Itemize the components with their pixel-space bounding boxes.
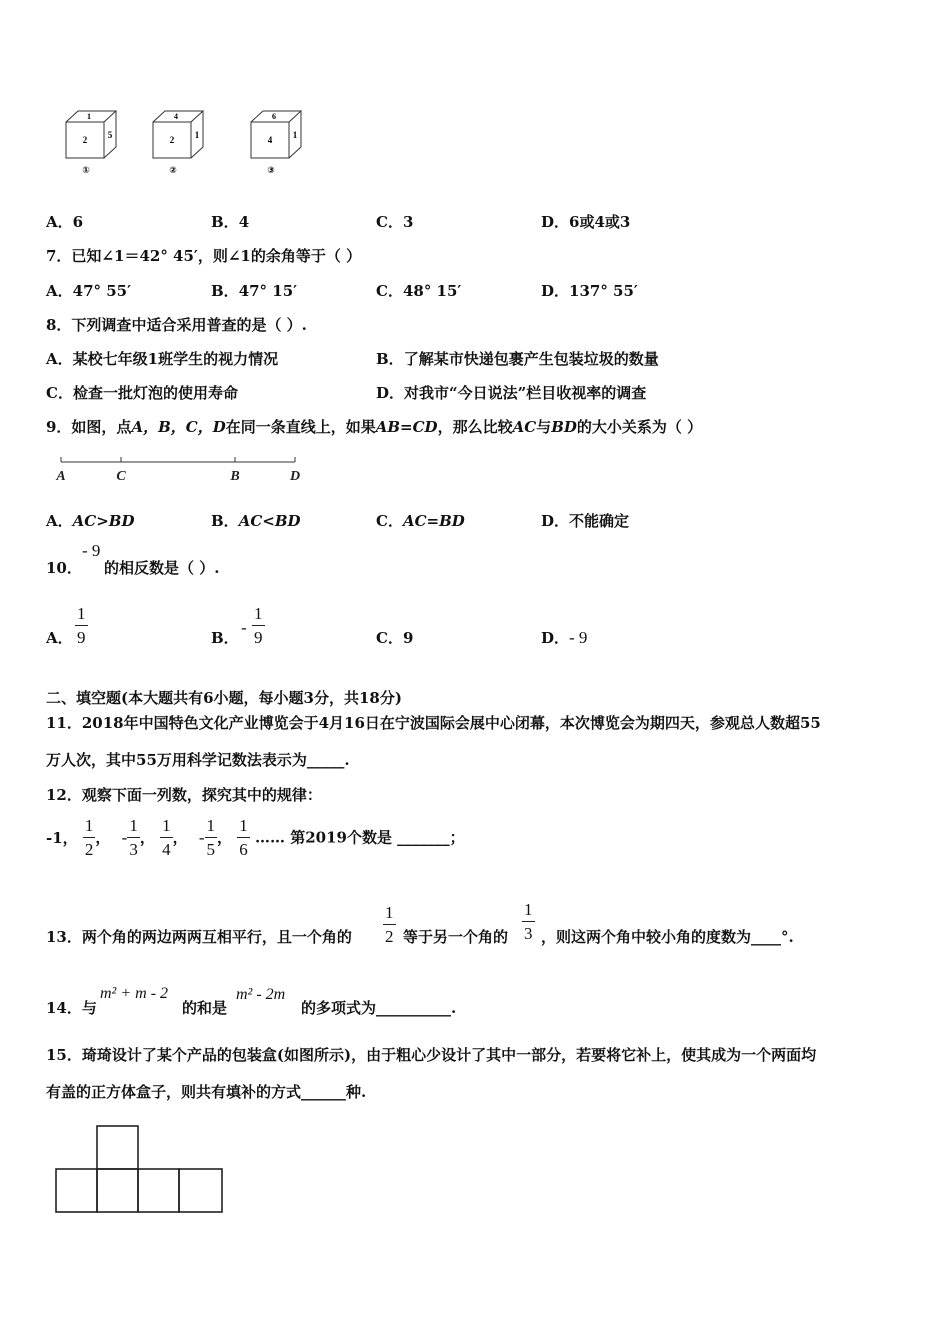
q15-line-2: 有盖的正方体盒子，则共有填补的方式______种.	[46, 1083, 367, 1101]
option-letter: B．	[376, 350, 404, 368]
q8-option-a[interactable]	[46, 348, 278, 369]
q9-option-c[interactable]	[376, 510, 465, 531]
term-2-fraction: $\frac{1}{3}$	[129, 816, 138, 859]
q10-option-b[interactable]	[211, 627, 239, 648]
point-label-b: B	[230, 469, 240, 484]
option-text: 47° 55′	[72, 282, 132, 300]
cube-3-label: ③	[267, 166, 275, 176]
option-text: 6或4或3	[569, 213, 631, 231]
net-square-2	[97, 1169, 138, 1212]
q14-expression-2: m² - 2m	[236, 986, 286, 1003]
fraction-denominator: 9	[77, 628, 86, 647]
q6-option-d[interactable]	[541, 211, 630, 232]
q12-stem: 12．观察下面一列数，探究其中的规律：	[46, 786, 322, 804]
option-letter: A．	[46, 512, 73, 530]
q9-line-figure	[55, 452, 315, 490]
q13-part-c: ，则这两个角中较小角的度数为____°.	[541, 928, 794, 946]
term-sign: -	[121, 827, 128, 847]
option-text: 47° 15′	[238, 282, 298, 300]
q13-fraction-2: $\frac{1}{3}$	[524, 900, 533, 943]
q9-stem: 9．如图，点A，B，C，D在同一条直线上，如果AB=CD，那么比较AC与BD的大小关系为（ ）	[46, 418, 703, 436]
option-letter: B．	[211, 512, 239, 530]
option-letter: D．	[541, 213, 570, 231]
q10-option-b-sign: -	[241, 618, 247, 637]
q8-stem: 8．下列调查中适合采用普查的是（ ）.	[46, 316, 307, 334]
term-sign: -	[198, 827, 205, 847]
q10-number: 10．	[46, 559, 82, 577]
cube-1-front: 2	[82, 135, 88, 145]
option-text: 4	[238, 213, 250, 231]
q11-line-2: 万人次，其中55万用科学记数法表示为_____.	[46, 751, 350, 769]
q12-sequence: -1， $\frac{1}{2}$ ， - $\frac{1}{3}$ ， $\frac{1}{4}$ ， - $\frac{1}{5}$ ， $\frac{1}{6}$ …… 第2019个数是 _______；	[46, 816, 465, 859]
net-square-1	[56, 1169, 97, 1212]
fraction-denominator: 9	[254, 628, 263, 647]
option-text: 9	[402, 629, 414, 647]
point-label-a: A	[56, 469, 66, 484]
cube-2-side: 1	[194, 130, 200, 140]
net-square-3	[138, 1169, 179, 1212]
q13-part-b: 等于另一个角的	[403, 928, 509, 946]
q7-stem: 7．已知∠1＝42° 45′，则∠1的余角等于（ ）	[46, 247, 362, 265]
option-text: 检查一批灯泡的使用寿命	[72, 384, 238, 402]
q6-option-a[interactable]	[46, 211, 83, 232]
cube-2-label: ②	[169, 166, 177, 176]
option-letter: A．	[46, 350, 73, 368]
q12-first-term: -1，	[46, 828, 78, 847]
option-text: 6	[72, 213, 84, 231]
cube-1-side: 5	[107, 130, 113, 140]
fraction-numerator: 1	[75, 605, 88, 626]
q10-option-a[interactable]	[46, 627, 73, 648]
q7-option-b[interactable]	[211, 280, 297, 301]
q8-option-c[interactable]	[46, 382, 238, 403]
q10-option-a-fraction	[75, 605, 88, 646]
q10-option-b-fraction	[252, 605, 265, 646]
option-text: - 9	[569, 628, 588, 647]
cube-figure-3	[247, 108, 309, 182]
q14-part-c: 的多项式为__________.	[301, 999, 457, 1017]
option-text: 了解某市快递包裹产生包装垃圾的数量	[403, 350, 659, 368]
option-letter: C．	[376, 512, 403, 530]
net-square-4	[179, 1169, 222, 1212]
q13-fraction-1: $\frac{1}{2}$	[385, 903, 394, 946]
option-letter: B．	[211, 213, 239, 231]
cube-2-front: 2	[169, 135, 175, 145]
option-letter: B．	[211, 629, 239, 647]
q14-expression-1: m² + m - 2	[100, 985, 169, 1002]
q15-line-1: 15．琦琦设计了某个产品的包装盒(如图所示)，由于粗心少设计了其中一部分，若要将它补上，使其成为一个两面均	[46, 1046, 817, 1064]
q9-option-a[interactable]	[46, 510, 134, 531]
cube-figure-1	[62, 108, 124, 182]
q10-option-c[interactable]	[376, 627, 413, 648]
cube-3-top: 6	[272, 112, 276, 121]
option-letter: A．	[46, 213, 73, 231]
q7-option-a[interactable]	[46, 280, 131, 301]
section-title: 二、填空题(本大题共有6小题，每小题3分，共18分)	[46, 689, 402, 707]
q10-stem: 的相反数是（ ）.	[104, 559, 220, 577]
cube-3-front: 4	[267, 135, 273, 145]
term-3-fraction: $\frac{1}{4}$	[162, 816, 171, 859]
option-letter: D．	[541, 282, 570, 300]
cube-1-top: 1	[87, 112, 91, 121]
q12-tail: …… 第2019个数是 _______；	[254, 828, 465, 847]
cube-1-label: ①	[82, 166, 90, 176]
q11-line-1: 11．2018年中国特色文化产业博览会于4月16日在宁波国际会展中心闭幕，本次博览会为期四天，参观总人数超55	[46, 714, 821, 732]
option-letter: A．	[46, 629, 73, 647]
term-4-fraction: $\frac{1}{5}$	[206, 816, 215, 859]
point-label-c: C	[116, 469, 126, 484]
option-letter: D．	[541, 512, 570, 530]
q13-part-a: 13．两个角的两边两两互相平行，且一个角的	[46, 928, 352, 946]
option-letter: C．	[376, 629, 403, 647]
term-5-fraction: $\frac{1}{6}$	[239, 816, 248, 859]
cube-3-side: 1	[292, 130, 298, 140]
option-letter: C．	[376, 213, 403, 231]
option-text: 不能确定	[569, 512, 630, 530]
option-text: AC>BD	[72, 512, 135, 530]
option-text: AC=BD	[402, 512, 465, 530]
net-square-top	[97, 1126, 138, 1169]
q14-part-b: 的和是	[182, 999, 228, 1017]
option-letter: C．	[376, 282, 403, 300]
cube-2-top: 4	[174, 112, 178, 121]
option-text: 3	[402, 213, 414, 231]
option-text: 137° 55′	[569, 282, 638, 300]
q7-option-c[interactable]	[376, 280, 461, 301]
option-letter: D．	[541, 629, 570, 647]
point-label-d: D	[289, 469, 301, 484]
option-text: 48° 15′	[402, 282, 462, 300]
option-text: 某校七年级1班学生的视力情况	[72, 350, 279, 368]
option-text: AC<BD	[238, 512, 301, 530]
q8-option-b[interactable]	[376, 348, 659, 369]
option-text: 对我市“今日说法”栏目收视率的调查	[404, 384, 647, 402]
q14-part-a: 14．与	[46, 999, 97, 1017]
fraction-numerator: 1	[252, 605, 265, 626]
cube-figure-2	[149, 108, 211, 182]
term-1-fraction: $\frac{1}{2}$	[84, 816, 94, 859]
q8-option-d[interactable]	[376, 382, 646, 403]
q10-option-d[interactable]	[541, 627, 587, 648]
box-net-figure	[54, 1124, 226, 1220]
q9-option-d[interactable]	[541, 510, 629, 531]
q9-option-b[interactable]	[211, 510, 301, 531]
option-letter: B．	[211, 282, 239, 300]
q7-option-d[interactable]	[541, 280, 638, 301]
q6-option-c[interactable]	[376, 211, 413, 232]
q6-option-b[interactable]	[211, 211, 249, 232]
q10-expression: - 9	[82, 541, 101, 560]
option-letter: C．	[46, 384, 73, 402]
option-letter: D．	[376, 384, 405, 402]
option-letter: A．	[46, 282, 73, 300]
